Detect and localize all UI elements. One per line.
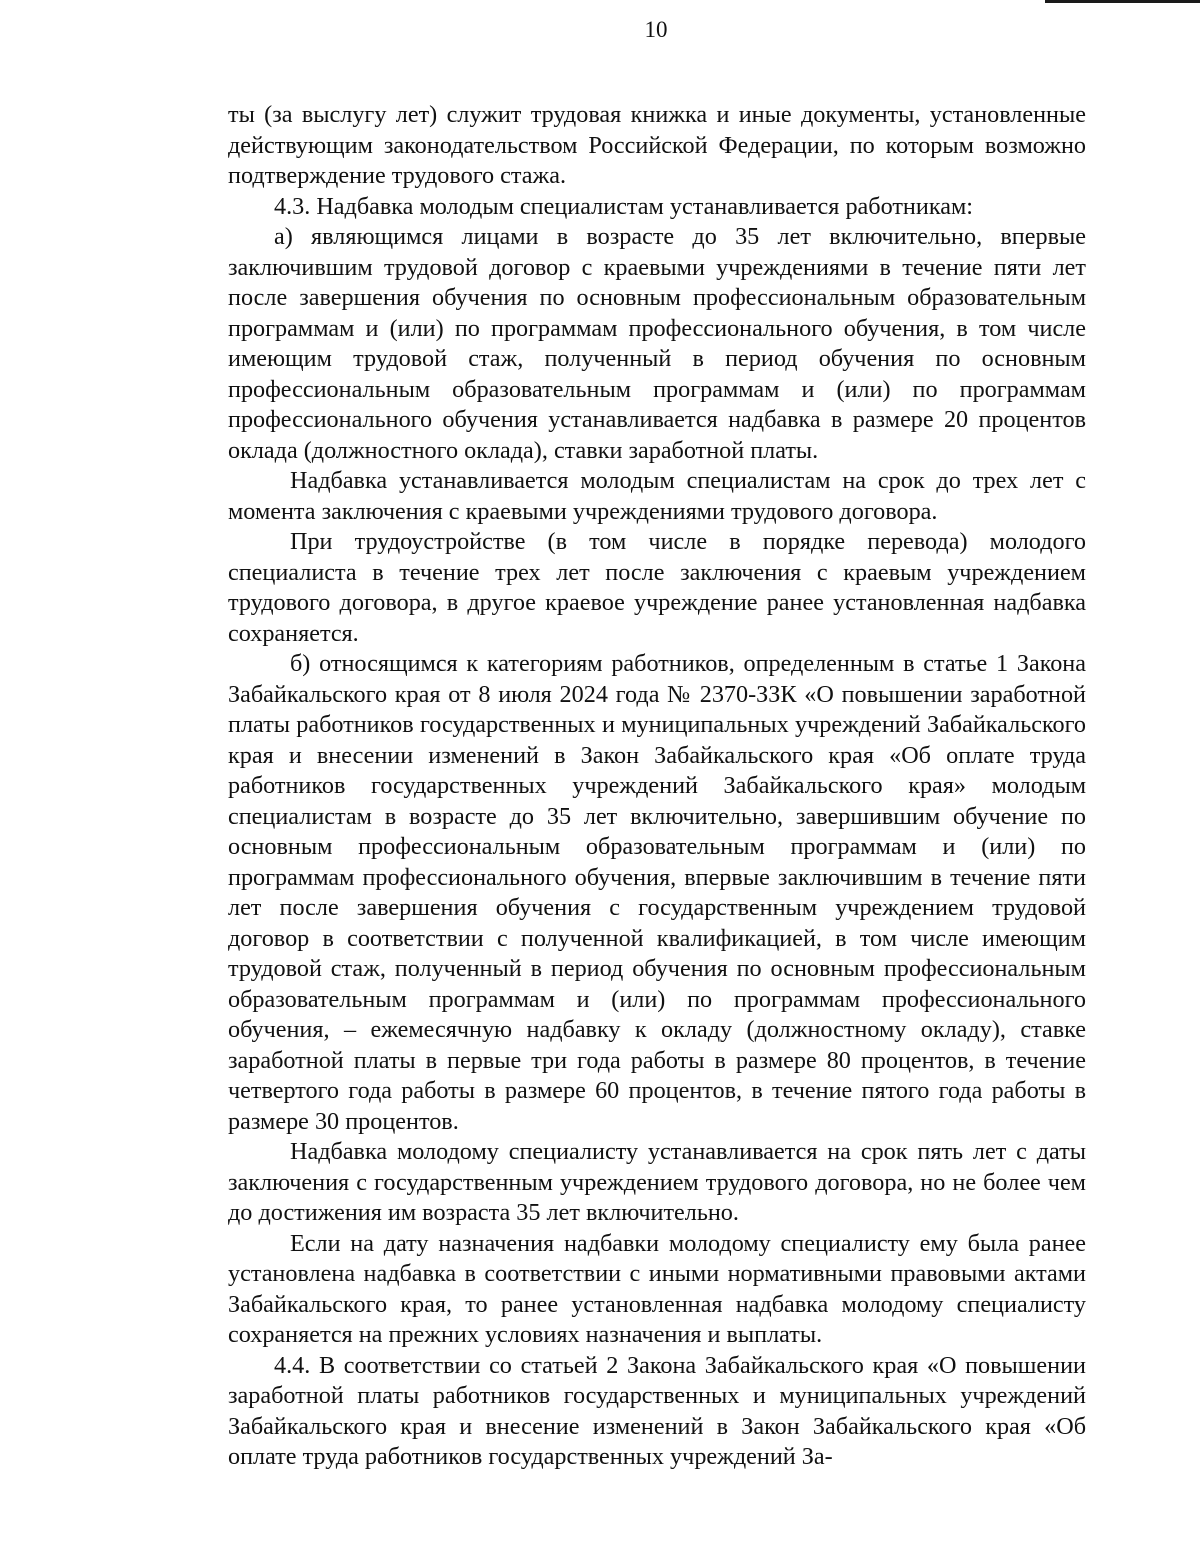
paragraph-clause-b: б) относящимся к категориям работников, определенным в статье 1 Закона Забайкальского края от 8 июля 2024 года № 2370-ЗЗК «О повышении заработной платы работников государственных и муниципальных учреждений Забайкальского края и внесении изменений в Закон Забайкальского края «Об оплате труда работников государственных учреждений Забайкальского края» молодым специалистам в возрасте до 35 лет включительно, завершившим обучение по основным профессиональным образовательным программам и (или) по программам профессионального обучения, впервые заключившим в течение пяти лет после завершения обучения с государственным учреждением трудовой договор в соответствии с полученной квалификацией, в том числе имеющим трудовой стаж, полученный в период обучения по основным профессиональным образовательным программам и (или) по программам профессионального обучения, – ежемесячную надбавку к окладу (должностному окладу), ставке заработной платы в первые три года работы в размере 80 процентов, в течение четвертого года работы в размере 60 процентов, в течение пятого года работы в размере 30 процентов. [228, 650, 1086, 1135]
paragraph-clause-a: а) являющимся лицами в возрасте до 35 лет включительно, впервые заключившим трудовой договор с краевыми учреждениями в течение пяти лет после завершения обучения по основным профессиональным образовательным программам и (или) по программам профессионального обучения, в том числе имеющим трудовой стаж, полученный в период обучения по основным профессиональным образовательным программам и (или) по программам профессионального обучения устанавливается надбавка в размере 20 процентов оклада (должностного оклада), ставки заработной платы. [228, 223, 1086, 464]
scan-edge-mark [1045, 0, 1200, 3]
paragraph-transfer: При трудоустройстве (в том числе в порядке перевода) молодого специалиста в течение трех лет после заключения с краевым учреждением трудового договора, в другое краевое учреждение ранее установленная надбавка сохраняется. [228, 528, 1086, 647]
paragraph-clause-4-4: 4.4. В соответствии со статьей 2 Закона Забайкальского края «О повышении заработной платы работников государственных и муниципальных учреждений Забайкальского края и внесение изменений в Закон Забайкальского края «Об оплате труда работников государственных учреждений За- [228, 1351, 1086, 1470]
paragraph-continuation: ты (за выслугу лет) служит трудовая книжка и иные документы, установленные действующим законодательством Российской Федерации, по которым возможно подтверждение трудового стажа. [228, 101, 1086, 189]
paragraph-clause-4-3: 4.3. Надбавка молодым специалистам устанавливается работникам: [274, 192, 973, 220]
document-body [228, 100, 1086, 1473]
paragraph-previous-allowance: Если на дату назначения надбавки молодому специалисту ему была ранее установлена надбавка в соответствии с иными нормативными правовыми актами Забайкальского края, то ранее установленная надбавка молодому специалисту сохраняется на прежних условиях назначения и выплаты. [228, 1229, 1086, 1348]
page-number: 10 [644, 17, 668, 42]
paragraph-five-year-term: Надбавка молодому специалисту устанавливается на срок пять лет с даты заключения с государственным учреждением трудового договора, но не более чем до достижения им возраста 35 лет включительно. [228, 1138, 1086, 1226]
paragraph-term: Надбавка устанавливается молодым специалистам на срок до трех лет с момента заключения с краевыми учреждениями трудового договора. [228, 467, 1086, 525]
